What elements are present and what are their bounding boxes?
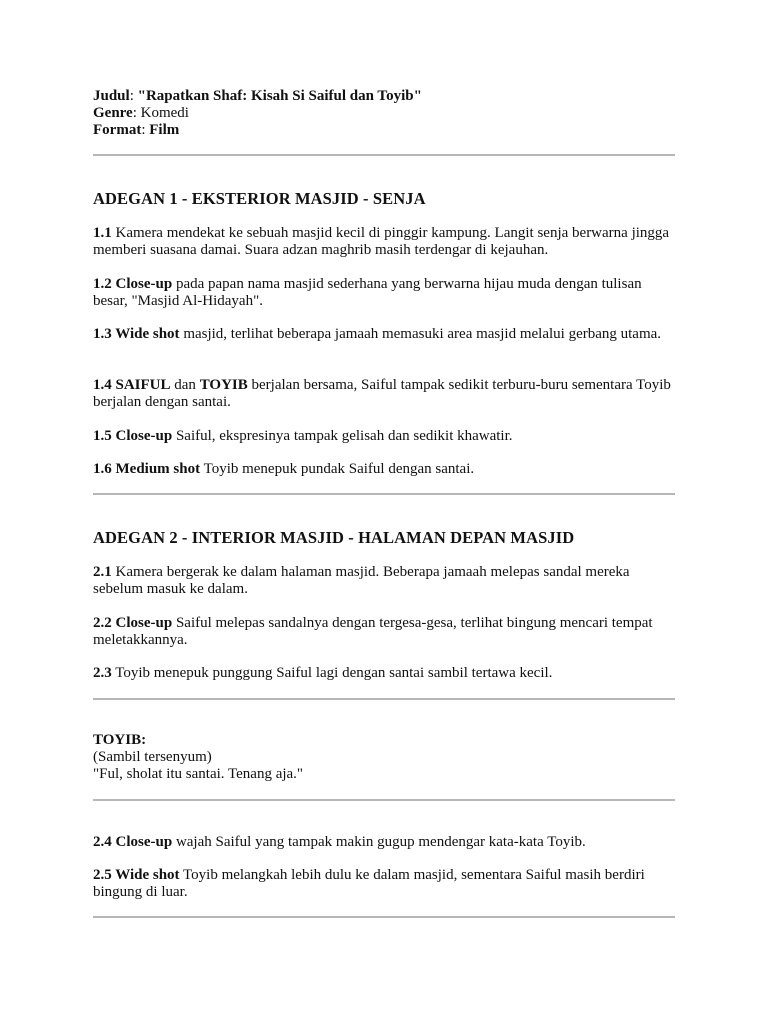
- shot-2-2: 2.2 Close-up Saiful melepas sandalnya dengan tergesa-gesa, terlihat bingung mencari tempat meletakkannya.: [93, 615, 653, 648]
- divider: [93, 916, 675, 918]
- shot-2-1: 2.1 Kamera bergerak ke dalam halaman masjid. Beberapa jamaah melepas sandal mereka sebelum masuk ke dalam.: [93, 564, 630, 597]
- shot-1-3: 1.3 Wide shot masjid, terlihat beberapa jamaah memasuki area masjid melalui gerbang utama.: [93, 326, 662, 342]
- meta-genre: Genre: Komedi: [93, 105, 189, 121]
- meta-format: Format: Film: [93, 122, 180, 138]
- shot-1-5: 1.5 Close-up Saiful, ekspresinya tampak gelisah dan sedikit khawatir.: [93, 428, 513, 444]
- meta-block: [93, 88, 675, 139]
- shot-2-4: 2.4 Close-up wajah Saiful yang tampak makin gugup mendengar kata-kata Toyib.: [93, 834, 586, 850]
- divider: [93, 154, 675, 156]
- genre-value: Komedi: [140, 105, 189, 121]
- divider: [93, 799, 675, 801]
- shot-2-3: 2.3 Toyib menepuk punggung Saiful lagi dengan santai sambil tertawa kecil.: [93, 665, 553, 681]
- shot-1-4: 1.4 SAIFUL dan TOYIB berjalan bersama, Saiful tampak sedikit terburu-buru sementara Toyib berjalan dengan santai.: [93, 377, 671, 410]
- meta-title: Judul: "Rapatkan Shaf: Kisah Si Saiful dan Toyib": [93, 88, 422, 104]
- shot-1-2: 1.2 Close-up pada papan nama masjid sederhana yang berwarna hijau muda dengan tulisan besar, "Masjid Al-Hidayah".: [93, 276, 642, 309]
- divider: [93, 493, 675, 495]
- shot-1-6: 1.6 Medium shot Toyib menepuk pundak Saiful dengan santai.: [93, 461, 475, 477]
- dialogue-block: [93, 732, 675, 783]
- screenplay-title: "Rapatkan Shaf: Kisah Si Saiful dan Toyib": [137, 88, 422, 104]
- parenthetical: (Sambil tersenyum): [93, 749, 212, 765]
- shot-2-5: 2.5 Wide shot Toyib melangkah lebih dulu ke dalam masjid, sementara Saiful masih berdiri bingung di luar.: [93, 867, 645, 900]
- format-value: Film: [149, 122, 180, 138]
- scene-heading-2: ADEGAN 2 - INTERIOR MASJID - HALAMAN DEPAN MASJID: [93, 528, 575, 547]
- scene-heading-1: ADEGAN 1 - EKSTERIOR MASJID - SENJA: [93, 189, 426, 208]
- character-name: TOYIB:: [93, 732, 147, 748]
- shot-1-1: 1.1 Kamera mendekat ke sebuah masjid kecil di pinggir kampung. Langit senja berwarna jingga memberi suasana damai. Suara adzan maghrib masih terdengar di kejauhan.: [93, 225, 670, 258]
- divider: [93, 698, 675, 700]
- dialogue-line: "Ful, sholat itu santai. Tenang aja.": [93, 766, 304, 782]
